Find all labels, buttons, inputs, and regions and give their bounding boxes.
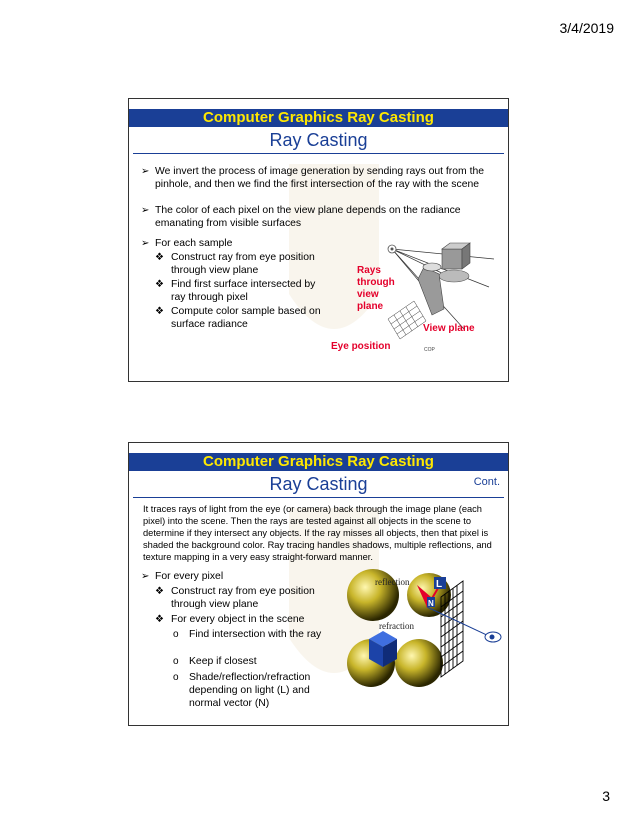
circle-bullet-icon: o [173, 629, 179, 640]
bullet-1: ➢ For every pixel [141, 571, 224, 582]
date: 3/4/2019 [559, 20, 614, 36]
bullet-1: ➢ We invert the process of image generation by sending rays out from the pinhole, and then we find the first intersection of the ray with the scene [141, 166, 485, 190]
sub-bullet-1: ❖ Construct ray from eye position through view plane [155, 586, 315, 610]
slide-1 [128, 98, 509, 382]
arrow-bullet-icon: ➢ [141, 571, 150, 582]
sub-sub-bullet-3: o Shade/reflection/refraction depending on light (L) and normal vector (N) [173, 672, 311, 709]
arrow-bullet-icon: ➢ [141, 238, 150, 249]
continued-label: Cont. [473, 476, 500, 488]
slide-title: Ray Casting [269, 474, 368, 494]
diamond-bullet-icon: ❖ [155, 252, 164, 263]
title-rule [133, 497, 504, 498]
eye-position-label: Eye position [331, 341, 391, 352]
refraction-label: refraction [379, 621, 414, 631]
sub-sub-bullet-1: o Find intersection with the ray [173, 629, 322, 640]
circle-bullet-icon: o [173, 656, 179, 667]
light-label: L [436, 579, 443, 590]
slide-title: Ray Casting [269, 130, 368, 150]
sub-bullet-3: ❖ Compute color sample based on surface radiance [155, 306, 321, 330]
diamond-bullet-icon: ❖ [155, 586, 164, 597]
bullet-2: ➢ The color of each pixel on the view plane depends on the radiance emanating from visible surfaces [141, 205, 461, 229]
sphere-object [395, 639, 443, 687]
slide-2 [128, 442, 509, 726]
cop-label: COP [424, 347, 435, 353]
diamond-bullet-icon: ❖ [155, 279, 164, 290]
diamond-bullet-icon: ❖ [155, 614, 164, 625]
title-rule [133, 153, 504, 154]
sub-bullet-2: ❖ For every object in the scene [155, 614, 305, 625]
normal-label: N [428, 599, 434, 608]
slide-banner: Computer Graphics Ray Casting [129, 109, 508, 127]
cube-object [442, 249, 462, 269]
intro-paragraph: It traces rays of light from the eye (or camera) back through the image plane (each pixel) into the scene. Then the rays are tested against all objects in the scene to determine if they intersect any objects. If the ray misses all objects, then that pixel is shaded the background color. Ray tracing handles shadows, multiple reflections, and texture mapping in a very easy straight-forward manner. [143, 504, 492, 562]
slide-banner: Computer Graphics Ray Casting [129, 453, 508, 471]
reflection-label: reflection [375, 577, 410, 587]
diamond-bullet-icon: ❖ [155, 306, 164, 317]
sub-bullet-1: ❖ Construct ray from eye position through view plane [155, 252, 315, 276]
ray-tracing-scene [341, 567, 503, 687]
view-plane-label: View plane [423, 323, 475, 334]
rays-label: Rays through view plane [357, 265, 395, 312]
circle-bullet-icon: o [173, 672, 179, 683]
arrow-bullet-icon: ➢ [141, 205, 150, 216]
arrow-bullet-icon: ➢ [141, 166, 150, 177]
page-number: 3 [602, 788, 610, 804]
bullet-3: ➢ For each sample [141, 238, 233, 249]
sub-sub-bullet-2: o Keep if closest [173, 656, 257, 667]
sub-bullet-2: ❖ Find first surface intersected by ray through pixel [155, 279, 316, 303]
